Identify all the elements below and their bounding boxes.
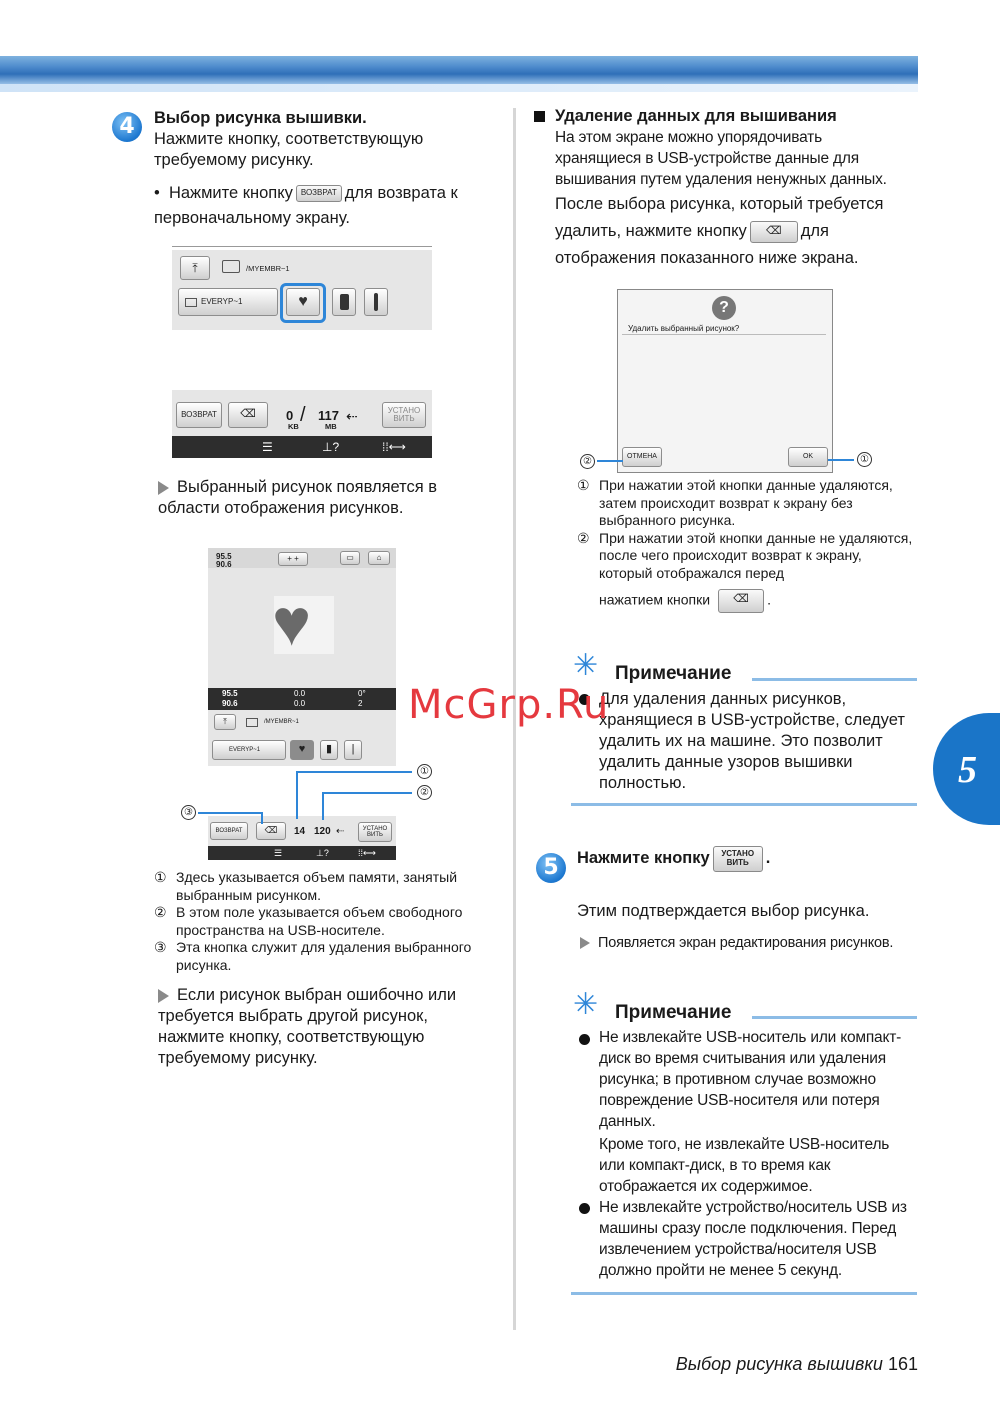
back-button[interactable]: ВОЗВРАТ [176, 402, 222, 428]
result-arrow-icon [580, 937, 590, 949]
screen2-path: /MYEMBR~1 [264, 719, 299, 725]
screen-button[interactable]: ▭ [340, 551, 360, 565]
callout-2-line [322, 792, 412, 794]
step-5-marker: 5 [536, 853, 566, 883]
note-1-title: Примечание [615, 663, 732, 684]
step-4-bullet [154, 181, 494, 231]
folder-small-icon [185, 298, 197, 307]
step-5-text: Этим подтверждается выбор рисунка. [577, 902, 870, 920]
pattern-thumb-2[interactable] [332, 288, 356, 316]
dialog-legend [577, 477, 917, 582]
folder-icon [246, 718, 258, 727]
step-5-title: Нажмите кнопку УСТАНО ВИТЬ . [577, 846, 770, 872]
folder-icon [222, 260, 240, 273]
header-band-light [0, 84, 918, 92]
callout-1-line [296, 771, 298, 819]
callout-2-line [322, 792, 324, 820]
mem-free-unit: MB [325, 422, 337, 431]
set-button[interactable]: УСТАНО ВИТЬ [358, 822, 392, 842]
legend-text: При нажатии этой кнопки данные не удаляются, после чего происходит возврат к экрану, который отображался перед [599, 529, 913, 581]
step-4-text: Нажмите кнопку, соответствующую требуемому рисунку. [154, 130, 424, 169]
folder-button[interactable] [178, 288, 278, 316]
pattern-thumb-3[interactable] [364, 288, 388, 316]
set-button-inline[interactable]: УСТАНО ВИТЬ [713, 846, 763, 872]
callout-2: ② [417, 785, 432, 800]
pattern-thumb-icon [374, 293, 378, 311]
screen2-preview [208, 548, 396, 688]
set-button-disabled[interactable]: УСТАНО ВИТЬ [382, 402, 426, 428]
settings-icon: ⁞⁞⟷ [382, 440, 406, 454]
zoom-button[interactable]: + + [278, 552, 308, 566]
delete-button[interactable] [228, 402, 268, 428]
screen1-top-rule [172, 246, 432, 247]
section-text-2-post: для отображения показанного ниже экрана. [555, 222, 859, 267]
eraser-icon: ⌫ [264, 825, 278, 836]
note-icon: ✳ [573, 988, 599, 1021]
step-5-result-text: Появляется экран редактирования рисунков. [598, 935, 894, 951]
legend-item [154, 939, 499, 974]
note-1-bottom-rule [571, 803, 917, 806]
note-1-rule [752, 678, 917, 681]
pattern-thumb-icon [340, 294, 349, 310]
bullet-post: для возврата к первоначальному экрану. [154, 184, 458, 227]
callout-3: ③ [181, 805, 196, 820]
result-arrow-icon [158, 989, 169, 1003]
usb-icon: ⇠ [336, 826, 345, 837]
slash-divider: / [300, 404, 306, 426]
info-w: 90.6 [222, 699, 238, 708]
footer-title: Выбор рисунка вышивки [675, 1354, 883, 1374]
step-4-title: Выбор рисунка вышивки. [154, 109, 367, 127]
usb-icon: ⇠ [346, 408, 358, 424]
bullet-dot: • [154, 184, 169, 202]
mem-used-unit: KB [288, 422, 299, 431]
list-icon: ☰ [262, 440, 273, 454]
mem-free: 117 [318, 408, 339, 423]
note-2-title: Примечание [615, 1002, 732, 1023]
result-1 [158, 477, 478, 519]
legend-item [577, 530, 917, 583]
chapter-number: 5 [958, 749, 977, 791]
help-icon: ⊥? [322, 440, 340, 454]
section-square-icon [534, 111, 545, 122]
section-title: Удаление данных для вышивания [555, 107, 837, 125]
step-5-title-pre: Нажмите кнопку [577, 849, 710, 868]
ok-button[interactable]: OK [788, 447, 828, 467]
eraser-icon: ⌫ [766, 224, 782, 237]
dialog-callout-2-line [597, 460, 623, 462]
size-h: 95.5 [216, 552, 232, 561]
callout-1-line [296, 771, 412, 773]
cancel-button[interactable]: ОТМЕНА [622, 447, 662, 467]
legend-num: ① [577, 477, 590, 493]
pattern-thumb-2[interactable]: ▮ [320, 740, 338, 760]
screen2-info-bar [208, 688, 396, 710]
section-text-2-pre: После выбора рисунка, который требуется удалить, нажмите кнопку [555, 195, 884, 240]
home-button[interactable]: ⌂ [368, 551, 390, 565]
pos-x: 0.0 [294, 699, 306, 708]
folder-button[interactable]: EVERYP~1 [212, 740, 286, 760]
folder-up-button[interactable]: ⤒ [180, 256, 210, 280]
mem-free: 120 [314, 826, 331, 837]
legend-tail-text: нажатием кнопки [599, 591, 711, 608]
step-4-marker: 4 [112, 112, 142, 142]
list-icon: ☰ [274, 847, 283, 858]
result-2-text: Если рисунок выбран ошибочно или требуется выбрать другой рисунок, нажмите кнопку, соответствующую требуемому рисунку. [158, 986, 457, 1067]
section-text: На этом экране можно упорядочивать хранящиеся в USB-устройстве данные для вышивания путем удаления ненужных данных. [555, 129, 887, 188]
result-arrow-icon [158, 481, 169, 495]
result-2 [158, 985, 488, 1069]
legend-num: ② [577, 529, 590, 546]
footer [676, 1354, 918, 1375]
section-text-2 [555, 191, 915, 272]
note-2-text-1: Не извлекайте USB-носитель или компакт-диск во время считывания или удаления рисунка; в противном случае возможно повреждение USB-носителя или потеря данных. [599, 1029, 902, 1130]
legend-text: Эта кнопка служит для удаления выбранного рисунка. [176, 939, 472, 973]
dialog-message: Удалить выбранный рисунок? [628, 324, 740, 333]
back-button-inline[interactable]: ВОЗВРАТ [296, 185, 342, 202]
legend-text: Здесь указывается объем памяти, занятый выбранным рисунком. [176, 869, 458, 903]
note-2-bottom-rule [571, 1292, 917, 1295]
legend-text: В этом поле указывается объем свободного пространства на USB-носителе. [176, 904, 463, 938]
dialog-legend-tail: нажатием кнопки ⌫ . [599, 589, 771, 613]
legend-item [154, 904, 499, 939]
heart-pattern-preview: ♥ [272, 585, 312, 659]
delete-button[interactable] [256, 822, 286, 840]
mem-used: 0 [286, 408, 294, 423]
watermark: McGrp.Ru [408, 682, 610, 728]
screen1-toolbar [172, 390, 432, 436]
note-icon: ✳ [573, 649, 599, 682]
heart-pattern-button-selected[interactable]: ♥ [290, 740, 314, 760]
screen2-bottom-bar [208, 846, 396, 860]
result-1-text: Выбранный рисунок появляется в области отображения рисунков. [158, 478, 438, 517]
question-icon: ? [712, 296, 736, 320]
screen1-folder-label: EVERYP~1 [201, 296, 243, 306]
mem-used: 14 [294, 826, 306, 837]
angle: 0° [358, 689, 366, 698]
dialog-divider [622, 334, 826, 335]
note-1-text: Для удаления данных рисунков, хранящиеся в USB-устройстве, следует удалить их на машине. Это позволит удалить данные узоров вышивки полностью. [599, 690, 905, 792]
pattern-thumb-3[interactable]: | [344, 740, 362, 760]
page-number: 161 [887, 1354, 918, 1374]
step-5-result [580, 933, 893, 954]
color-count: 2 [358, 699, 363, 708]
note-2-text-2: Не извлекайте устройство/носитель USB из машины сразу после подключения. Перед извлечением устройства/носителя USB должно пройти не менее 5 секунд. [599, 1199, 907, 1279]
header-band [0, 56, 918, 86]
legend-num: ① [154, 869, 167, 885]
help-icon: ⊥? [316, 847, 329, 858]
pos-y: 0.0 [294, 689, 306, 698]
delete-button-inline[interactable] [718, 589, 764, 613]
callout-3-line [198, 812, 262, 814]
screen2-file-browser [208, 710, 396, 766]
screen2-legend [154, 869, 499, 974]
screen1-path: /MYEMBR~1 [246, 264, 290, 273]
screen1-file-browser [172, 250, 432, 330]
eraser-icon: ⌫ [240, 408, 256, 421]
back-button[interactable]: ВОЗВРАТ [210, 822, 248, 840]
screen1-bottom-bar [172, 436, 432, 458]
dialog-callout-2: ② [580, 454, 595, 469]
info-h: 95.5 [222, 689, 238, 698]
legend-item [154, 869, 499, 904]
eraser-icon: ⌫ [733, 593, 749, 605]
note-2-rule [752, 1016, 917, 1019]
legend-text: При нажатии этой кнопки данные удаляются, затем происходит возврат к экрану без выбранного рисунка. [599, 477, 893, 528]
legend-num: ③ [154, 939, 167, 955]
delete-button-inline[interactable] [750, 221, 798, 243]
settings-icon: ⁞⁞⟷ [358, 847, 376, 858]
folder-up-button[interactable]: ⤒ [214, 714, 236, 730]
heart-pattern-button[interactable]: ♥ [286, 288, 320, 316]
bullet-pre: Нажмите кнопку [168, 184, 293, 202]
note-2-bullet-2 [579, 1203, 590, 1214]
delete-dialog [617, 289, 833, 473]
screen2-toolbar [208, 816, 396, 846]
legend-num: ② [154, 904, 167, 920]
dialog-callout-1: ① [857, 452, 872, 467]
callout-1: ① [417, 764, 432, 779]
note-2-text-1b: Кроме того, не извлекайте USB-носитель или компакт-диск, в то время как отображается их содержимое. [599, 1136, 890, 1195]
callout-3-line [261, 812, 263, 824]
note-2-bullet-1 [579, 1034, 590, 1045]
size-w: 90.6 [216, 560, 232, 569]
dialog-callout-1-line [828, 459, 854, 461]
legend-item [577, 477, 917, 530]
